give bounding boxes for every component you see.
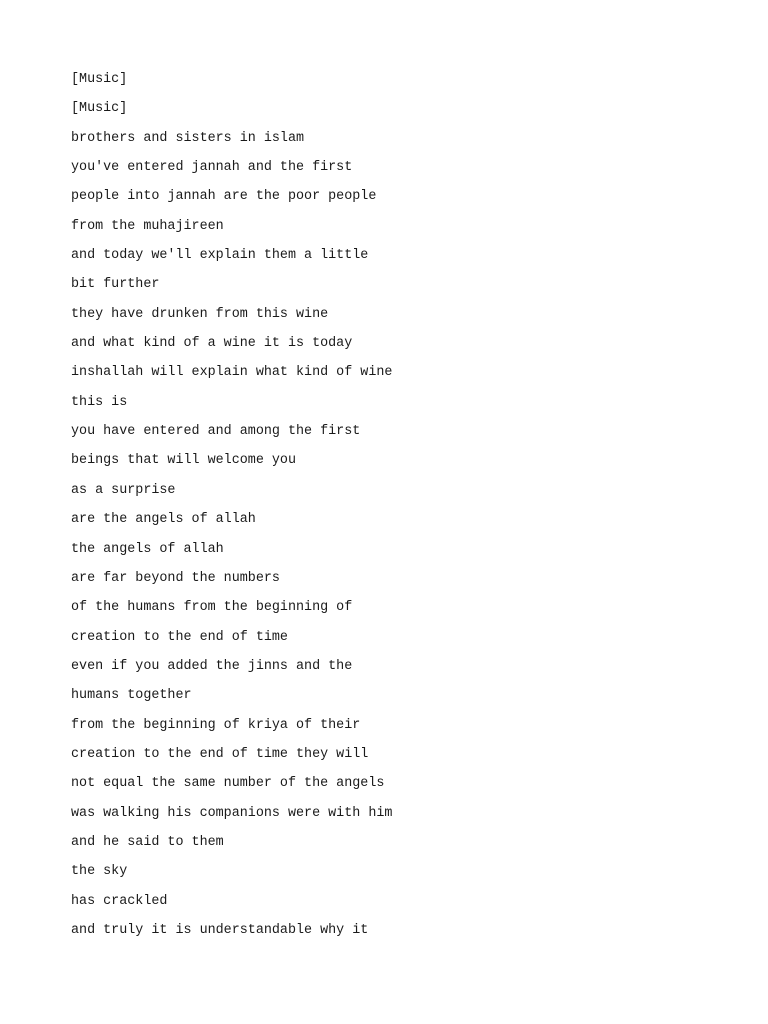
transcript-line: and what kind of a wine it is today xyxy=(71,336,353,352)
transcript-line: was walking his companions were with him xyxy=(71,805,393,821)
transcript-line: the sky xyxy=(71,864,128,880)
transcript-line: and he said to them xyxy=(71,834,224,850)
transcript-line: this is xyxy=(71,394,128,410)
transcript-line: not equal the same number of the angels xyxy=(71,776,385,792)
transcript-line: people into jannah are the poor people xyxy=(71,189,377,205)
transcript-line: humans together xyxy=(71,688,192,704)
transcript-line: you have entered and among the first xyxy=(71,424,361,440)
transcript-line: and today we'll explain them a little xyxy=(71,248,369,264)
transcript-line: even if you added the jinns and the xyxy=(71,658,353,674)
transcript-line: inshallah will explain what kind of wine xyxy=(71,365,393,381)
transcript-line: from the beginning of kriya of their xyxy=(71,717,361,733)
transcript-line: they have drunken from this wine xyxy=(71,306,329,322)
transcript-line: [Music] xyxy=(71,72,128,87)
transcript-line: you've entered jannah and the first xyxy=(71,160,353,176)
transcript-line: brothers and sisters in islam xyxy=(71,130,305,146)
transcript-line: are far beyond the numbers xyxy=(71,570,280,586)
transcript-line: creation to the end of time they will xyxy=(71,746,369,762)
transcript-line: as a surprise xyxy=(71,482,176,498)
transcript-page xyxy=(71,70,731,950)
transcript-line: are the angels of allah xyxy=(71,512,256,528)
transcript-line: has crackled xyxy=(71,893,168,909)
transcript-line: creation to the end of time xyxy=(71,629,288,645)
transcript-line: beings that will welcome you xyxy=(71,453,296,469)
transcript-line: bit further xyxy=(71,277,160,293)
transcript-line: from the muhajireen xyxy=(71,218,224,234)
transcript-line: the angels of allah xyxy=(71,541,224,557)
transcript-line: and truly it is understandable why it xyxy=(71,922,369,938)
transcript-line: of the humans from the beginning of xyxy=(71,600,353,616)
transcript-line: [Music] xyxy=(71,101,128,117)
